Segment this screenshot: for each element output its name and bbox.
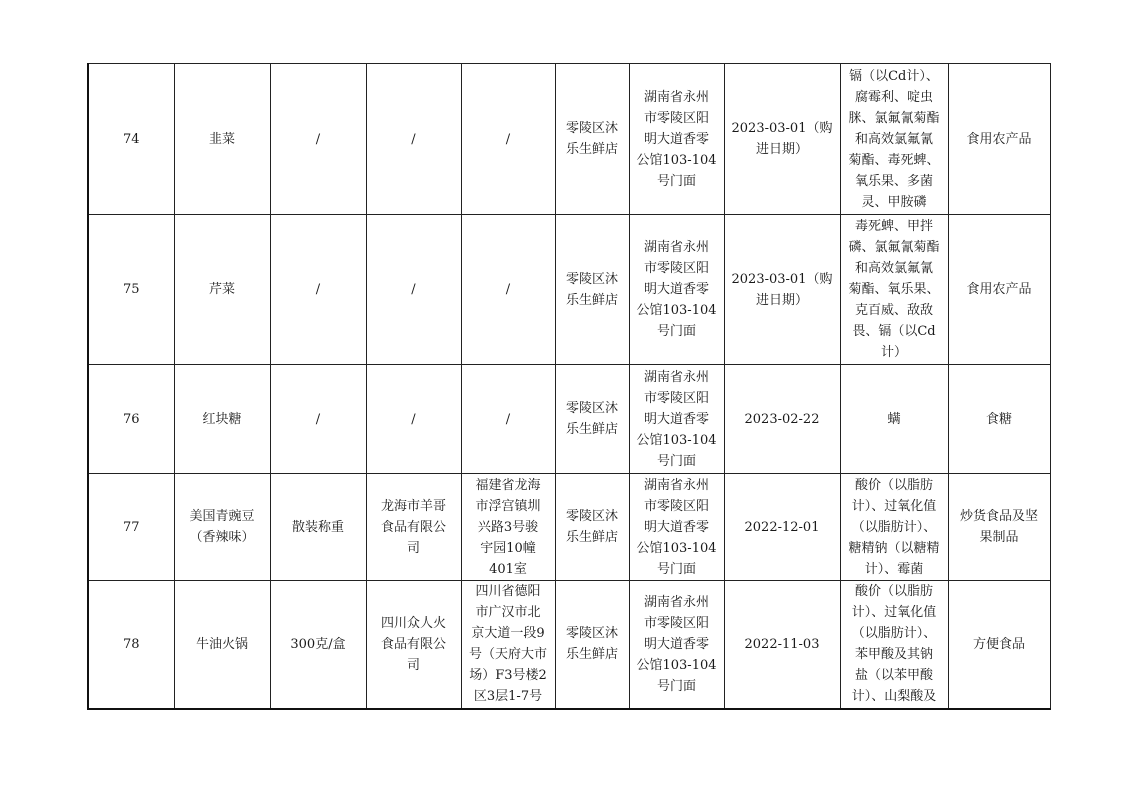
test-items: 酸价（以脂肪 计）、过氧化值 （以脂肪计）、 糖精钠（以糖精 计）、霉菌: [840, 474, 948, 581]
test-items: 酸价（以脂肪 计）、过氧化值 （以脂肪计）、 苯甲酸及其钠 盐（以苯甲酸 计）、山梨酸及: [840, 581, 948, 709]
table-row: [88, 64, 1050, 215]
table-row: [88, 581, 1050, 709]
product-name: 牛油火锅: [174, 581, 270, 709]
product-name: 红块糖: [174, 365, 270, 474]
producer-name: /: [366, 365, 461, 474]
seller-name: 零陵区沐 乐生鲜店: [555, 581, 629, 709]
food-category: 食用农产品: [948, 215, 1050, 365]
producer-address: 福建省龙海 市浮宫镇圳 兴路3号骏 宇园10幢 401室: [461, 474, 555, 581]
producer-address: /: [461, 215, 555, 365]
row-number: 76: [88, 365, 174, 474]
seller-address: 湖南省永州 市零陵区阳 明大道香零 公馆103-104 号门面: [629, 365, 724, 474]
producer-address: 四川省德阳 市广汉市北 京大道一段9 号（天府大市 场）F3号楼2 区3层1-7号: [461, 581, 555, 709]
product-spec: /: [270, 215, 366, 365]
row-number: 77: [88, 474, 174, 581]
food-category: 食用农产品: [948, 64, 1050, 215]
food-category: 食糖: [948, 365, 1050, 474]
seller-address: 湖南省永州 市零陵区阳 明大道香零 公馆103-104 号门面: [629, 581, 724, 709]
table-row: [88, 474, 1050, 581]
row-number: 74: [88, 64, 174, 215]
product-spec: 300克/盒: [270, 581, 366, 709]
production-date: 2023-03-01（购 进日期）: [724, 215, 840, 365]
product-spec: /: [270, 64, 366, 215]
producer-address: /: [461, 64, 555, 215]
producer-name: 龙海市羊哥 食品有限公 司: [366, 474, 461, 581]
test-items: 螨: [840, 365, 948, 474]
product-spec: /: [270, 365, 366, 474]
seller-address: 湖南省永州 市零陵区阳 明大道香零 公馆103-104 号门面: [629, 215, 724, 365]
row-number: 75: [88, 215, 174, 365]
row-number: 78: [88, 581, 174, 709]
test-items: 镉（以Cd计）、 腐霉利、啶虫 脒、氯氟氰菊酯 和高效氯氟氰 菊酯、毒死蜱、 氧乐果、多菌 灵、甲胺磷: [840, 64, 948, 215]
product-spec: 散装称重: [270, 474, 366, 581]
production-date: 2023-02-22: [724, 365, 840, 474]
seller-name: 零陵区沐 乐生鲜店: [555, 64, 629, 215]
table-row: [88, 215, 1050, 365]
inspection-table: [87, 63, 1051, 710]
production-date: 2022-12-01: [724, 474, 840, 581]
producer-name: 四川众人火 食品有限公 司: [366, 581, 461, 709]
seller-name: 零陵区沐 乐生鲜店: [555, 474, 629, 581]
producer-name: /: [366, 215, 461, 365]
product-name: 韭菜: [174, 64, 270, 215]
table-row: [88, 365, 1050, 474]
food-category: 炒货食品及坚 果制品: [948, 474, 1050, 581]
producer-address: /: [461, 365, 555, 474]
seller-name: 零陵区沐 乐生鲜店: [555, 365, 629, 474]
product-name: 美国青豌豆 （香辣味）: [174, 474, 270, 581]
test-items: 毒死蜱、甲拌 磷、氯氟氰菊酯 和高效氯氟氰 菊酯、氧乐果、 克百威、敌敌 畏、镉（以Cd 计）: [840, 215, 948, 365]
production-date: 2023-03-01（购 进日期）: [724, 64, 840, 215]
producer-name: /: [366, 64, 461, 215]
seller-address: 湖南省永州 市零陵区阳 明大道香零 公馆103-104 号门面: [629, 64, 724, 215]
seller-address: 湖南省永州 市零陵区阳 明大道香零 公馆103-104 号门面: [629, 474, 724, 581]
production-date: 2022-11-03: [724, 581, 840, 709]
product-name: 芹菜: [174, 215, 270, 365]
food-category: 方便食品: [948, 581, 1050, 709]
seller-name: 零陵区沐 乐生鲜店: [555, 215, 629, 365]
